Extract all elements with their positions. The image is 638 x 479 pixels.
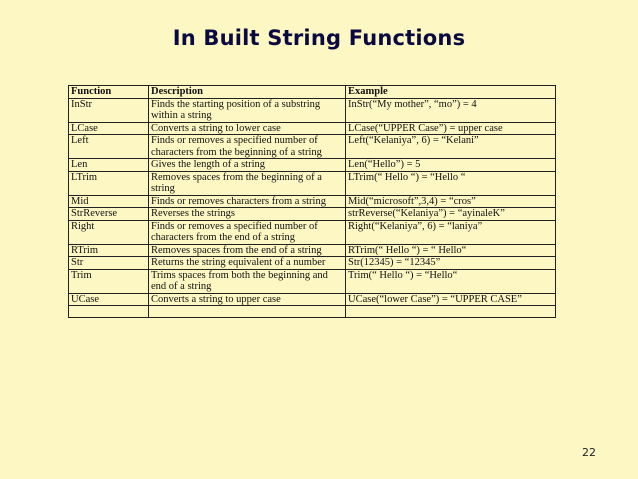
example-cell: Len(“Hello”) = 5 <box>346 159 556 172</box>
example-cell: RTrim(“ Hello “) = “ Hello“ <box>346 244 556 257</box>
example-cell: Str(12345) = “12345” <box>346 257 556 270</box>
description-cell: Converts a string to upper case <box>149 293 346 306</box>
description-cell <box>149 306 346 318</box>
description-cell: Finds or removes characters from a string <box>149 195 346 208</box>
function-cell: UCase <box>69 293 149 306</box>
string-functions-table <box>68 85 556 318</box>
description-cell: Removes spaces from the beginning of a string <box>149 171 346 195</box>
example-cell: Mid(“microsoft”,3,4) = “cros” <box>346 195 556 208</box>
function-cell: Str <box>69 257 149 270</box>
function-cell: Trim <box>69 269 149 293</box>
function-cell: InStr <box>69 98 149 122</box>
table-row <box>69 98 556 122</box>
function-cell <box>69 306 149 318</box>
function-cell: RTrim <box>69 244 149 257</box>
example-cell: Right(“Kelaniya”, 6) = “laniya” <box>346 220 556 244</box>
header-description: Description <box>149 86 346 99</box>
description-cell: Finds or removes a specified number of characters from the end of a string <box>149 220 346 244</box>
table-row-empty <box>69 306 556 318</box>
table-row <box>69 244 556 257</box>
table-row <box>69 293 556 306</box>
example-cell: UCase(“lower Case”) = “UPPER CASE” <box>346 293 556 306</box>
example-cell: LCase(“UPPER Case”) = upper case <box>346 122 556 135</box>
description-cell: Gives the length of a string <box>149 159 346 172</box>
table-row <box>69 135 556 159</box>
description-cell: Returns the string equivalent of a number <box>149 257 346 270</box>
example-cell: Trim(“ Hello “) = “Hello“ <box>346 269 556 293</box>
slide-title: In Built String Functions <box>172 26 466 50</box>
description-cell: Trims spaces from both the beginning and end of a string <box>149 269 346 293</box>
header-function: Function <box>69 86 149 99</box>
description-cell: Finds or removes a specified number of characters from the beginning of a string <box>149 135 346 159</box>
description-cell: Removes spaces from the end of a string <box>149 244 346 257</box>
description-cell: Converts a string to lower case <box>149 122 346 135</box>
function-cell: Left <box>69 135 149 159</box>
table-row <box>69 159 556 172</box>
table-row <box>69 195 556 208</box>
example-cell: Left(“Kelaniya”, 6) = “Kelani” <box>346 135 556 159</box>
example-cell <box>346 306 556 318</box>
header-example: Example <box>346 86 556 99</box>
description-cell: Reverses the strings <box>149 208 346 221</box>
function-cell: Right <box>69 220 149 244</box>
table-row <box>69 257 556 270</box>
example-cell: InStr(“My mother”, “mo”) = 4 <box>346 98 556 122</box>
example-cell: LTrim(“ Hello “) = “Hello “ <box>346 171 556 195</box>
function-cell: StrReverse <box>69 208 149 221</box>
table-row <box>69 269 556 293</box>
table-row <box>69 171 556 195</box>
table-row <box>69 208 556 221</box>
page-number: 22 <box>582 446 596 459</box>
table-row <box>69 122 556 135</box>
function-cell: LCase <box>69 122 149 135</box>
function-cell: Mid <box>69 195 149 208</box>
description-cell: Finds the starting position of a substring within a string <box>149 98 346 122</box>
example-cell: strReverse(“Kelaniya”) = “ayinaleK” <box>346 208 556 221</box>
function-cell: Len <box>69 159 149 172</box>
table-header-row <box>69 86 556 99</box>
function-cell: LTrim <box>69 171 149 195</box>
table-row <box>69 220 556 244</box>
